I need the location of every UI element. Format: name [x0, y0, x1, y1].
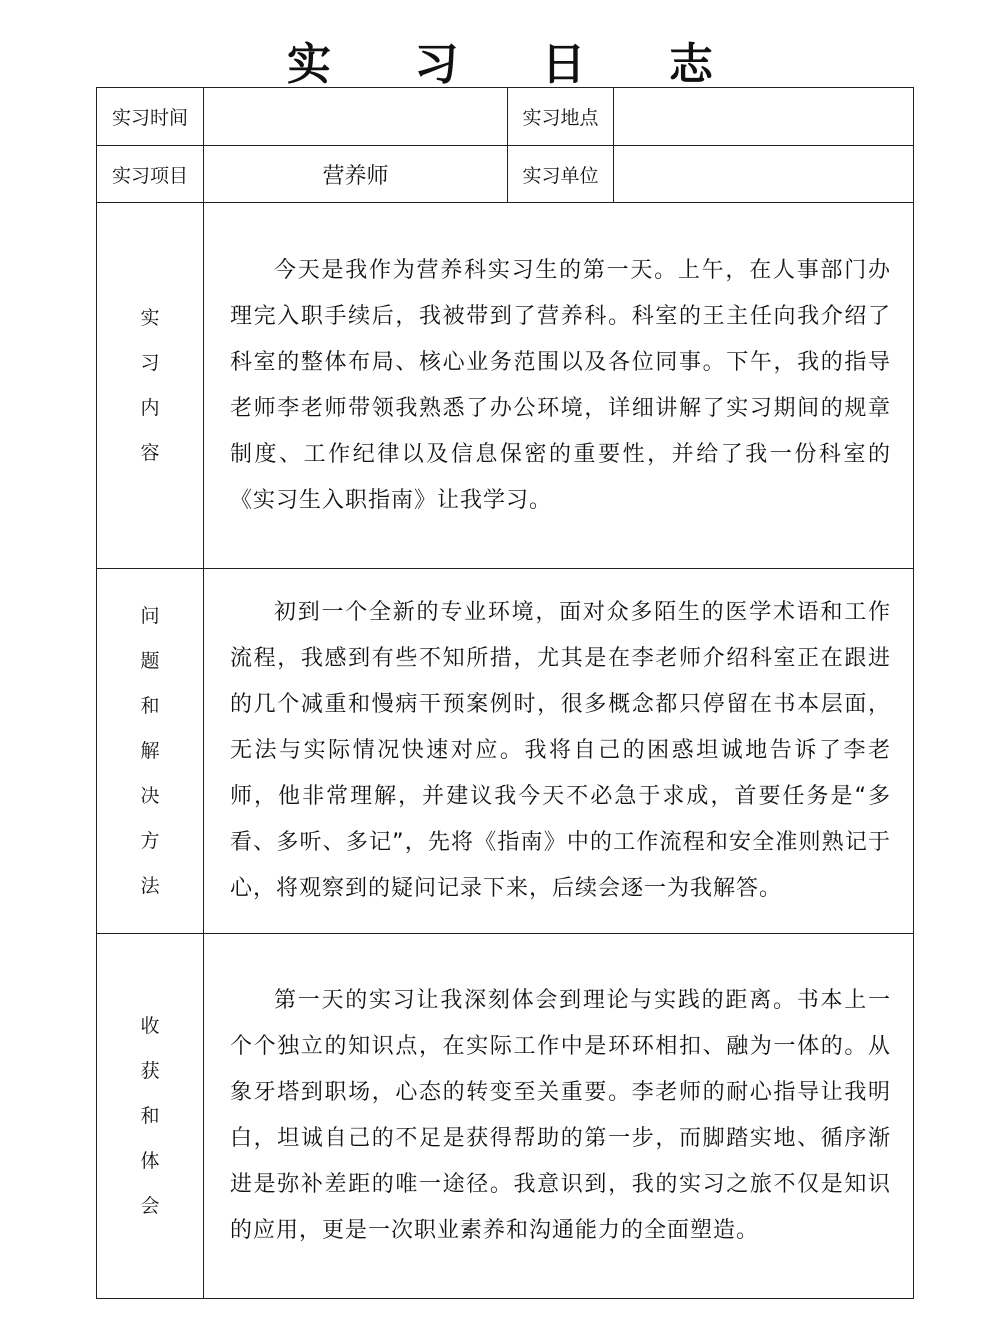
section-label-problem: [97, 569, 204, 934]
reflection-text: 第一天的实习让我深刻体会到理论与实践的距离。书本上一个个独立的知识点，在实际工作中是环环相扣、融为一体的。从象牙塔到职场，心态的转变至关重要。李老师的耐心指导让我明白，坦诚自己的不足是获得帮助的第一步，而脚踏实地、循序渐进是弥补差距的唯一途径。我意识到，我的实习之旅不仅是知识的应用，更是一次职业素养和沟通能力的全面塑造。: [230, 988, 891, 1243]
label-char: 获: [140, 1059, 160, 1082]
label-char: 收: [140, 1014, 160, 1037]
row-time-place: [97, 88, 914, 146]
label-char: 和: [140, 1104, 160, 1127]
time-label: 实习时间: [97, 88, 204, 146]
label-char: 容: [140, 441, 160, 464]
label-char: 习: [140, 351, 160, 374]
label-char: 实: [140, 306, 160, 329]
label-char: 内: [140, 396, 160, 419]
label-char: 和: [140, 694, 160, 717]
row-project-unit: [97, 146, 914, 203]
label-char: 会: [140, 1194, 160, 1217]
project-label: 实习项目: [97, 146, 204, 203]
label-char: 题: [140, 649, 160, 672]
page-title: 实 习 日 志: [287, 39, 747, 90]
section-label-reflection: [97, 934, 204, 1299]
label-char: 方: [140, 829, 160, 852]
row-reflection: [97, 934, 914, 1299]
label-char: 决: [140, 784, 160, 807]
label-char: 解: [140, 739, 160, 762]
reflection-field[interactable]: [204, 934, 914, 1299]
unit-label: 实习单位: [508, 146, 614, 203]
label-char: 法: [140, 874, 160, 897]
problem-text: 初到一个全新的专业环境，面对众多陌生的医学术语和工作流程，我感到有些不知所措，尤其是在李老师介绍科室正在跟进的几个减重和慢病干预案例时，很多概念都只停留在书本层面，无法与实际情况快速对应。我将自己的困惑坦诚地告诉了李老师，他非常理解，并建议我今天不必急于求成，首要任务是“多看、多听、多记”，先将《指南》中的工作流程和安全准则熟记于心，将观察到的疑问记录下来，后续会逐一为我解答。: [230, 600, 891, 901]
project-field[interactable]: 营养师: [204, 146, 508, 203]
row-problem: [97, 569, 914, 934]
row-content: [97, 203, 914, 569]
label-char: 问: [140, 604, 160, 627]
log-table: [96, 87, 914, 1299]
content-field[interactable]: [204, 203, 914, 569]
content-text: 今天是我作为营养科实习生的第一天。上午，在人事部门办理完入职手续后，我被带到了营养科。科室的王主任向我介绍了科室的整体布局、核心业务范围以及各位同事。下午，我的指导老师李老师带领我熟悉了办公环境，详细讲解了实习期间的规章制度、工作纪律以及信息保密的重要性，并给了我一份科室的《实习生入职指南》让我学习。: [230, 257, 891, 513]
section-label-content: [97, 203, 204, 569]
unit-field[interactable]: [614, 146, 914, 203]
label-char: 体: [140, 1149, 160, 1172]
place-label: 实习地点: [508, 88, 614, 146]
place-field[interactable]: [614, 88, 914, 146]
problem-field[interactable]: [204, 569, 914, 934]
time-field[interactable]: [204, 88, 508, 146]
